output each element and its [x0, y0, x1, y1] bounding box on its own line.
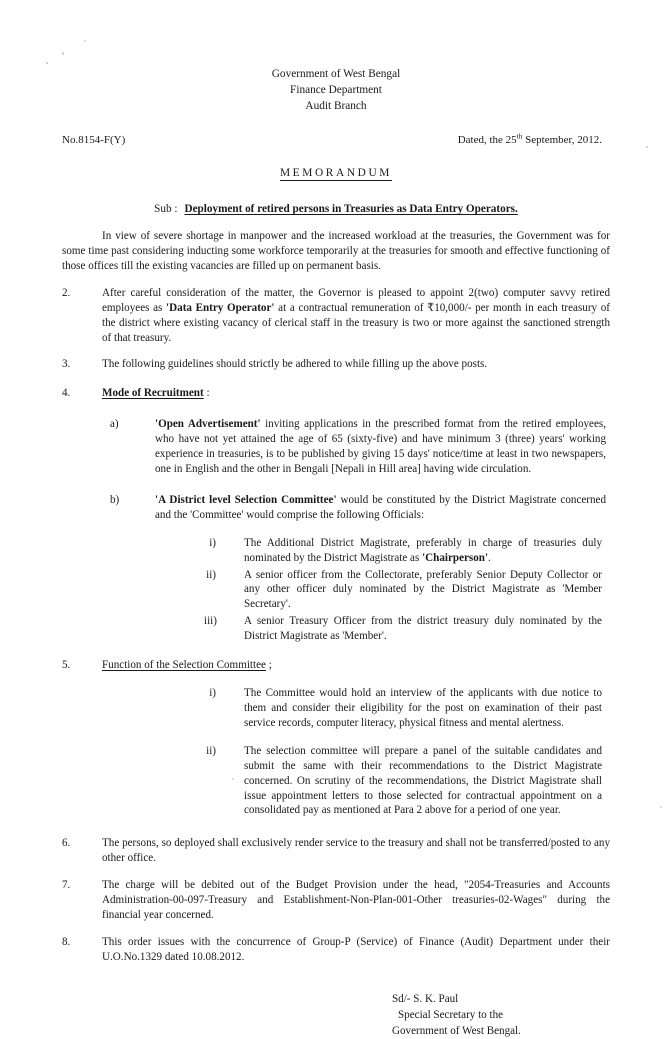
- memo-title-container: [62, 163, 610, 181]
- paragraph-7: [62, 878, 610, 923]
- section-5-sublist: [62, 686, 610, 818]
- paragraph-3-text: The following guidelines should strictly be adhered to while filling up the above posts.: [102, 358, 488, 371]
- section-5-heading-suffix: ;: [265, 659, 272, 672]
- open-advertisement-term: 'Open Advertisement': [155, 418, 261, 431]
- list-item: [204, 614, 602, 644]
- section-4-item-b-marker: b): [110, 493, 120, 506]
- paragraph-2-number: 2.: [62, 286, 71, 299]
- list-item: [204, 568, 602, 613]
- sub-item-text-a: The Additional District Magistrate, preferably in charge of treasuries duly nominated by the District Magistrate as: [244, 536, 602, 564]
- paragraph-7-text: The charge will be debited out of the Budget Provision under the head, "2054-Treasuries and Accounts Administration-00-097-Treasury and Establishment-Non-Plan-001-Other treasuries-02-Wages" during the financial year concerned.: [102, 879, 610, 921]
- section-4-heading-suffix: :: [203, 387, 210, 400]
- sub-item-marker: ii): [206, 744, 216, 757]
- sub-item-marker: iii): [204, 615, 217, 628]
- paragraph-6-number: 6.: [62, 837, 71, 850]
- paragraph-8: [62, 935, 610, 965]
- section-4-number: 4.: [62, 387, 71, 400]
- subject-line: [62, 203, 610, 215]
- letterhead-line-2: Finance Department: [290, 84, 382, 97]
- subject-text: Deployment of retired persons in Treasuries as Data Entry Operators.: [184, 203, 518, 216]
- section-4-item-b-sublist: [62, 536, 610, 644]
- paragraph-3-number: 3.: [62, 358, 71, 371]
- paragraph-intro: In view of severe shortage in manpower and the increased workload at the treasuries, the Government was for some time past considering inducting some workforce temporarily at the treasuries for smooth and effective functioning of those offices till the existing vacancies are filled up on permanent basis.: [62, 230, 610, 272]
- memo-title: MEMORANDUM: [279, 167, 393, 180]
- memo-date-suffix: September, 2012.: [522, 134, 602, 147]
- paragraph-2: [62, 286, 610, 346]
- memo-reference-line: [62, 131, 610, 147]
- signatory-government: Government of West Bengal.: [392, 1025, 521, 1038]
- sub-item-marker: i): [209, 687, 216, 700]
- paragraph-8-text: This order issues with the concurrence of Group-P (Service) of Finance (Audit) Department under their U.O.No.1329 dated 10.08.2012.: [102, 935, 610, 963]
- memo-date: [457, 131, 610, 147]
- letterhead-line-1: Government of West Bengal: [271, 68, 401, 80]
- paragraph-3: [62, 357, 610, 372]
- memo-date-prefix: Dated, the 25: [457, 134, 517, 147]
- district-level-selection-committee-term: 'A District level Selection Committee': [155, 493, 337, 506]
- section-5-number: 5.: [62, 659, 71, 672]
- section-4-item-a-marker: a): [110, 418, 119, 431]
- sub-item-marker: ii): [206, 568, 216, 581]
- letterhead: [62, 66, 610, 114]
- section-4-heading-text: Mode of Recruitment: [102, 387, 204, 400]
- sub-item-marker: i): [209, 536, 216, 549]
- section-4-item-a-text: inviting applications in the prescribed format from the retired employees, who have not yet attained the age of 65 (sixty-five) and have minimum 3 (three) years' working experience in treasuries, is to be published by giving 15 days' notice/time at least in two newspapers, one in English and the other in Bengali [Nepali in Hill area] having wide circulation.: [155, 418, 606, 476]
- section-4-item-b-text: would be constituted by the District Magistrate concerned and the 'Committee' would comprise the following Officials:: [155, 493, 606, 521]
- section-4-item-b: [110, 493, 606, 523]
- sub-item-text-a: A senior officer from the Collectorate, preferably Senior Deputy Collector or any other officer duly nominated by the District Magistrate as 'Member Secretary'.: [244, 568, 602, 611]
- section-4-heading: [62, 386, 610, 401]
- list-item: [204, 686, 602, 731]
- signatory-name: Sd/- S. K. Paul: [392, 992, 459, 1005]
- section-5-heading-text: Function of the Selection Committee: [102, 659, 266, 672]
- subject-label: Sub :: [154, 203, 178, 216]
- signature-block: [392, 991, 610, 1039]
- sub-item-text: The selection committee will prepare a panel of the suitable candidates and submit the same with their recommendations to the District Magistrate concerned. On scrutiny of the recommendations, the District Magistrate shall issue appointment letters to those selected for contractual appointment on a consolidated pay as mentioned at Para 2 above for a period of one year.: [244, 744, 602, 817]
- letterhead-line-3: Audit Branch: [305, 100, 367, 113]
- memo-date-ordinal-suffix: th: [516, 131, 523, 141]
- section-4-item-a: [110, 417, 606, 477]
- list-item: [204, 744, 602, 819]
- paragraph-2-text-a: After careful consideration of the matter, the Governor is pleased to appoint 2(two) computer savvy retired employees as: [102, 286, 610, 314]
- data-entry-operator-term: 'Data Entry Operator': [166, 301, 275, 314]
- paragraph-7-number: 7.: [62, 879, 71, 892]
- sub-item-text: The Committee would hold an interview of the applicants with due notice to them and consider their eligibility for the post on examination of their past service records, computer literacy, physical fitness and mental alertness.: [244, 687, 602, 729]
- paragraph-6-text: The persons, so deployed shall exclusively render service to the treasury and shall not be transferred/posted to any other office.: [102, 837, 610, 865]
- paragraph-6: [62, 836, 610, 866]
- sub-item-text-b: .: [488, 551, 491, 564]
- section-5-heading: [62, 658, 610, 673]
- memo-number: No.8154-F(Y): [62, 134, 126, 147]
- paragraph-8-number: 8.: [62, 935, 71, 948]
- subject-inner: [154, 203, 518, 215]
- chairperson-term: 'Chairperson': [422, 551, 489, 564]
- list-item: [204, 536, 602, 566]
- signatory-designation: Special Secretary to the: [398, 1008, 504, 1021]
- paragraph-2-text-b: at a contractual remuneration of ₹10,000/- per month in each treasury of the district where existing vacancy of clerical staff in the treasury is two or more against the sanctioned strength of that treasury.: [102, 301, 610, 344]
- sub-item-text-a: A senior Treasury Officer from the district treasury duly nominated by the District Magistrate as 'Member'.: [244, 615, 602, 643]
